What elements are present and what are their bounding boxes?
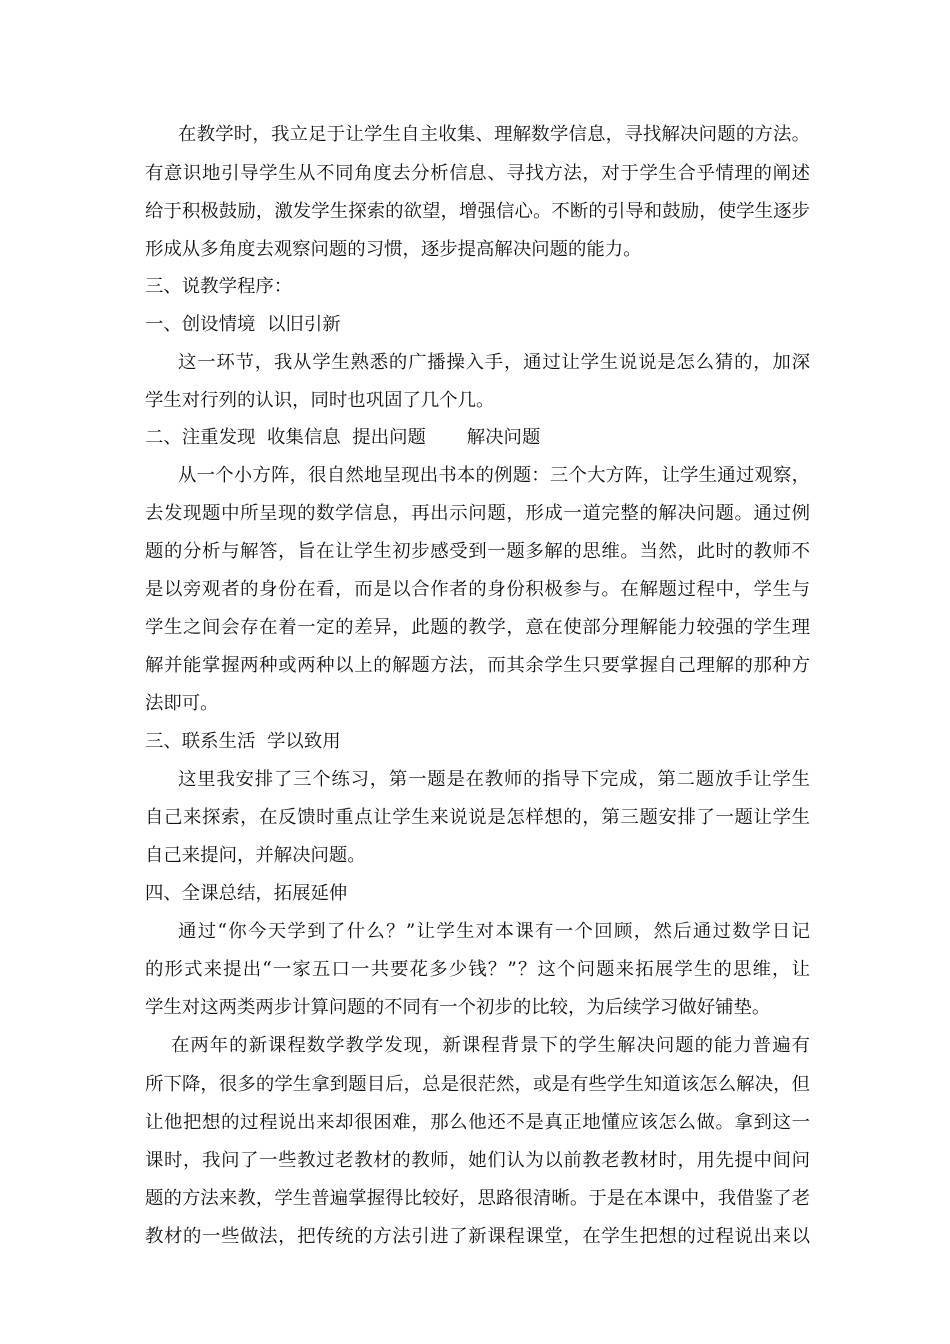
paragraph-line: 有意识地引导学生从不同角度去分析信息、寻找方法，对于学生合乎情理的阐述 (145, 163, 810, 184)
paragraph-line: 是以旁观者的身份在看，而是以合作者的身份积极参与。在解题过程中，学生与 (145, 579, 810, 600)
paragraph-line: 的形式来提出“一家五口一共要花多少钱？”？这个问题来拓展学生的思维，让 (145, 959, 810, 980)
paragraph-line: 从一个小方阵，很自然地呈现出书本的例题：三个大方阵，让学生通过观察， (178, 465, 810, 486)
paragraph-line: 这里我安排了三个练习，第一题是在教师的指导下完成，第二题放手让学生 (178, 769, 810, 790)
paragraph-line: 这一环节，我从学生熟悉的广播操入手，通过让学生说说是怎么猜的，加深 (178, 352, 810, 373)
paragraph-line: 教材的一些做法，把传统的方法引进了新课程课堂，在学生把想的过程说出来以 (145, 1226, 810, 1247)
paragraph-line: 题的方法来教，学生普遍掌握得比较好，思路很清晰。于是在本课中，我借鉴了老 (145, 1188, 810, 1209)
paragraph-line: 题的分析与解答，旨在让学生初步感受到一题多解的思维。当然，此时的教师不 (145, 541, 810, 562)
paragraph-line: 自己来提问，并解决问题。 (145, 845, 366, 866)
section-heading: 二、注重发现 收集信息 提出问题 解决问题 (145, 427, 541, 448)
paragraph-line: 学生之间会存在着一定的差异，此题的教学，意在使部分理解能力较强的学生理 (145, 617, 810, 638)
section-heading: 三、说教学程序： (145, 276, 293, 297)
paragraph-line: 学生对这两类两步计算问题的不同有一个初步的比较，为后续学习做好铺垫。 (145, 997, 771, 1018)
paragraph-line: 给于积极鼓励，激发学生探索的欲望，增强信心。不断的引导和鼓励，使学生逐步 (145, 201, 810, 222)
paragraph-line: 让他把想的过程说出来却很困难，那么他还不是真正地懂应该怎么做。拿到这一 (145, 1112, 810, 1133)
paragraph-line: 形成从多角度去观察问题的习惯，逐步提高解决问题的能力。 (145, 239, 642, 260)
section-heading: 四、全课总结，拓展延伸 (145, 883, 348, 904)
section-heading: 一、创设情境 以旧引新 (145, 314, 341, 335)
section-heading: 三、联系生活 学以致用 (145, 731, 341, 752)
paragraph-line: 在两年的新课程数学教学发现，新课程背景下的学生解决问题的能力普遍有 (171, 1035, 810, 1056)
paragraph-line: 法即可。 (145, 693, 219, 714)
paragraph-line: 去发现题中所呈现的数学信息，再出示问题，形成一道完整的解决问题。通过例 (145, 503, 810, 524)
paragraph-line: 通过“你今天学到了什么？”让学生对本课有一个回顾，然后通过数学日记 (178, 921, 810, 942)
paragraph-line: 课时，我问了一些教过老教材的教师，她们认为以前教老教材时，用先提中间问 (145, 1150, 810, 1171)
paragraph-line: 解并能掌握两种或两种以上的解题方法，而其余学生只要掌握自己理解的那种方 (145, 655, 810, 676)
paragraph-line: 所下降，很多的学生拿到题目后，总是很茫然，或是有些学生知道该怎么解决，但 (145, 1074, 810, 1095)
paragraph-line: 在教学时，我立足于让学生自主收集、理解数学信息，寻找解决问题的方法。 (178, 124, 810, 145)
paragraph-line: 自己来探索，在反馈时重点让学生来说说是怎样想的，第三题安排了一题让学生 (145, 807, 810, 828)
paragraph-line: 学生对行列的认识，同时也巩固了几个几。 (145, 390, 495, 411)
